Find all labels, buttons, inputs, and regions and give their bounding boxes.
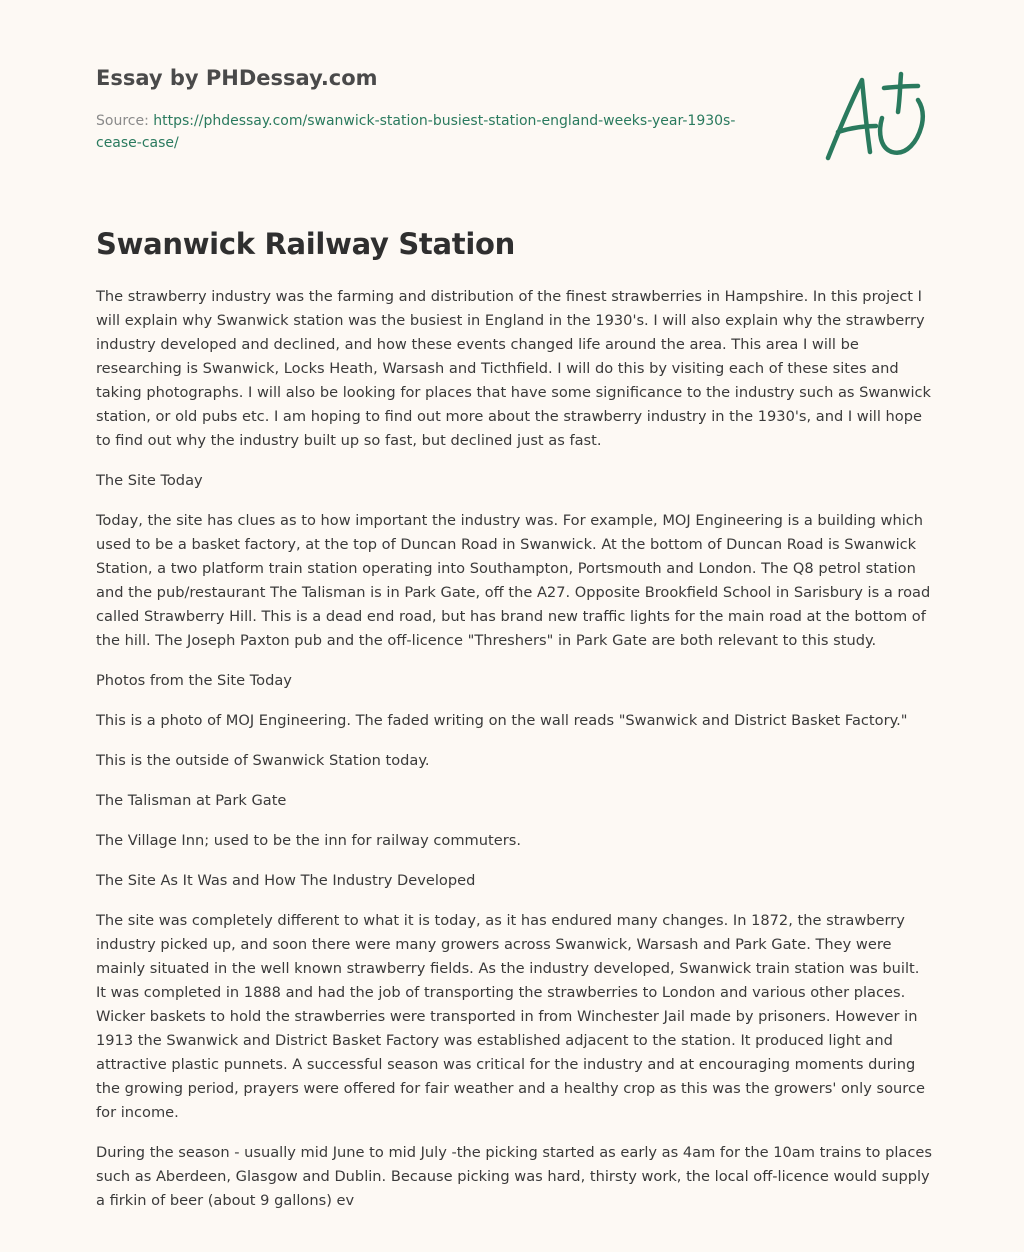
paragraph: During the season - usually mid June to mid July -the picking started as early as 4am for the 10am trains to places such as Aberdeen, Glasgow and Dublin. Because picking was hard, thirsty work, the local off-licence would supply a firkin of beer (about 9 gallons) ev: [96, 1144, 932, 1209]
paragraph: The site was completely different to what it is today, as it has endured many changes. In 1872, the strawberry industry picked up, and soon there were many growers across Swanwick, Warsash and Park Gate. They were mainly situated in the well known strawberry fields. As the industry developed, Swanwick train station was built. It was completed in 1888 and had the job of transporting the strawberries to London and various other places. Wicker baskets to hold the strawberries were transported in from Winchester Jail made by prisoners. However in 1913 the Swanwick and District Basket Factory was established adjacent to the station. It produced light and attractive plastic punnets. A successful season was critical for the industry and at encouraging moments during the growing period, prayers were offered for fair weather and a healthy crop as this was the growers' only source for income.: [96, 912, 925, 1121]
header: [96, 62, 776, 154]
paragraph: Today, the site has clues as to how important the industry was. For example, MOJ Engineering is a building which used to be a basket factory, at the top of Duncan Road in Swanwick. At the bottom of Duncan Road is Swanwick Station, a two platform train station operating into Southampton, Portsmouth and London. The Q8 petrol station and the pub/restaurant The Talisman is in Park Gate, off the A27. Opposite Brookfield School in Sarisbury is a road called Strawberry Hill. This is a dead end road, but has brand new traffic lights for the main road at the bottom of the hill. The Joseph Paxton pub and the off-licence "Threshers" in Park Gate are both relevant to this study.: [96, 512, 931, 649]
source-link[interactable]: https://phdessay.com/swanwick-station-busiest-station-england-weeks-year-1930s-cease-case/: [96, 113, 736, 151]
section-heading: The Site Today: [96, 472, 203, 489]
section-heading: Photos from the Site Today: [96, 672, 292, 689]
brand-title: Essay by PHDessay.com: [96, 66, 378, 90]
paragraph: The Talisman at Park Gate: [96, 792, 287, 809]
paragraph: This is a photo of MOJ Engineering. The faded writing on the wall reads "Swanwick and District Basket Factory.": [96, 712, 908, 729]
section-heading: The Site As It Was and How The Industry Developed: [96, 872, 476, 889]
source-label: Source:: [96, 113, 154, 129]
paragraph: The strawberry industry was the farming and distribution of the finest strawberries in Hampshire. In this project I will explain why Swanwick station was the busiest in England in the 1930's. I will also explain why the strawberry industry developed and declined, and how these events changed life around the area. This area I will be researching is Swanwick, Locks Heath, Warsash and Ticthfield. I will do this by visiting each of these sites and taking photographs. I will also be looking for places that have some significance to the industry such as Swanwick station, or old pubs etc. I am hoping to find out more about the strawberry industry in the 1930's, and I will hope to find out why the industry built up so fast, but declined just as fast.: [96, 288, 931, 449]
paragraph: The Village Inn; used to be the inn for railway commuters.: [96, 832, 521, 849]
essay-body: [96, 285, 932, 1229]
a-plus-logo-icon: [818, 66, 930, 166]
source-line: [96, 110, 776, 154]
page-title: Swanwick Railway Station: [96, 227, 515, 261]
paragraph: This is the outside of Swanwick Station today.: [96, 752, 430, 769]
